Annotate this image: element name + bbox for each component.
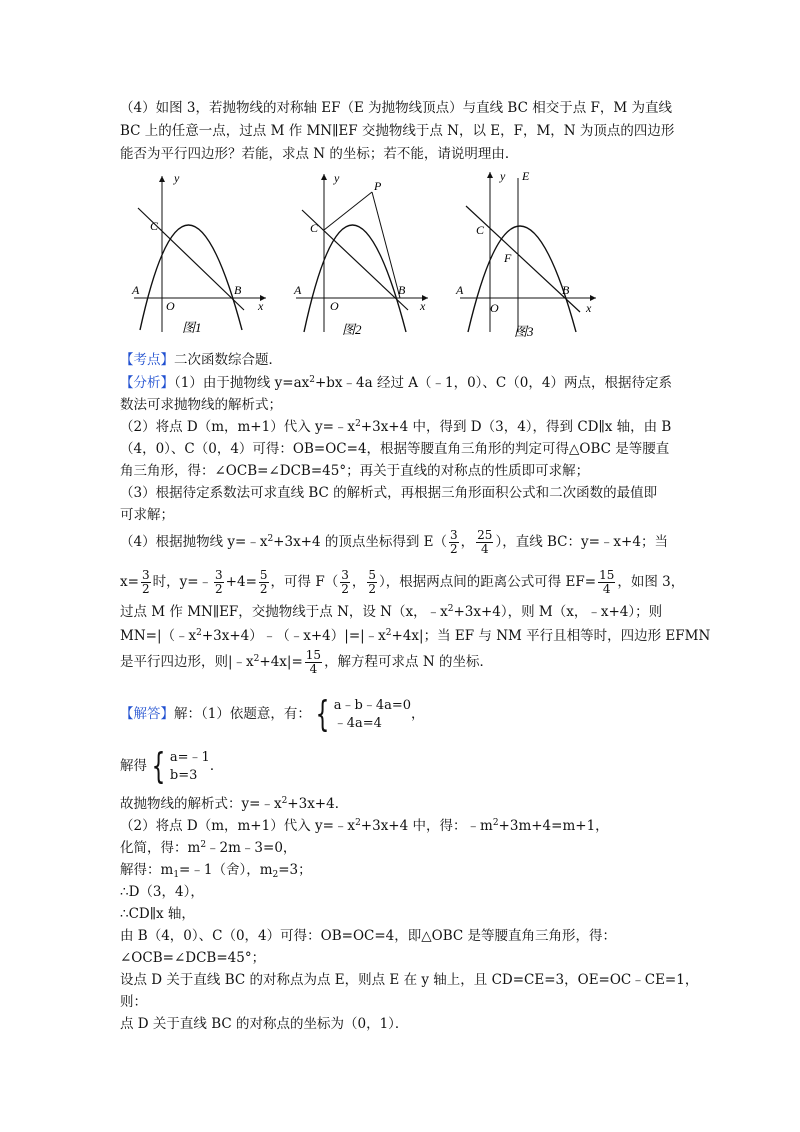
label-y: y [174,171,180,185]
fenxi-text: ，解方程可求点 N 的坐标． [324,654,493,670]
solution-brace: { [151,745,166,787]
fenxi-text: +3x+4）﹣（﹣x+4）|=|﹣x [201,628,386,644]
fraction-3-2: $\frac{3}{2}$ [141,568,150,596]
label-b: B [562,283,570,297]
fenxi-line-2: 数法可求抛物线的解析式； [120,397,282,413]
fraction-5-2: $\frac{5}{2}$ [368,568,376,596]
fraction-15-4: $\frac{15}{4}$ [305,648,322,676]
fenxi-line-8 [120,528,668,556]
jieda-line-11: 设点 D 关于直线 BC 的对称点为点 E，则点 E 在 y 轴上，且 CD=CE=3，OE=OC﹣CE=1， [120,972,699,988]
fenxi-text: （2）将点 D（m，m+1）代入 y=﹣x [120,419,356,435]
label-b: B [234,283,242,297]
jieda-line-13: 点 D 关于直线 BC 的对称点的坐标为（0，1）． [120,1016,409,1032]
parabola [140,225,242,330]
segment-pb [372,192,400,298]
subscript: 1 [173,870,180,880]
label-o: O [330,299,339,313]
kaodian-line [120,350,282,370]
figure-3-caption: 图3 [514,324,534,339]
jieda-text: ． [209,758,224,774]
jieda-line-10: ∠OCB=∠DCB=45°； [120,950,266,966]
label-a: A [132,283,140,297]
label-b: B [398,283,406,297]
jieda-tag: 【解答】 [120,706,174,722]
system-brace: { [315,693,330,735]
jieda-text: +3x+4 中，得：﹣m [360,818,493,834]
jieda-line-7: ∴D（3，4）， [120,884,204,900]
fenxi-text: +4= [225,574,257,590]
fenxi-text: 时，y=﹣ [152,574,213,590]
fenxi-text: +3x+4 的顶点坐标得到 E（ [273,534,448,550]
fenxi-text: 过点 M 作 MN∥EF，交抛物线于点 N，设 N（x，﹣x [120,604,448,620]
fenxi-line-11 [120,626,710,646]
fenxi-text: ），根据两点间的距离公式可得 EF= [378,574,597,590]
figure-1-caption: 图1 [182,320,202,335]
fenxi-line-4: （4，0）、C（0，4）可得：OB=OC=4，根据等腰直角三角形的判定可得△OBC 是等腰直 [120,441,670,457]
problem-line-1: （4）如图 3，若抛物线的对称轴 EF（E 为抛物线顶点）与直线 BC 相交于点 F，M 为直线 [120,100,672,116]
label-c: C [150,219,159,233]
label-o: O [490,301,499,315]
figure-3-graph [452,166,602,340]
subscript: 2 [272,870,279,880]
fenxi-text: ， [460,534,475,550]
label-p: P [374,179,382,193]
jieda-line-1 [120,694,425,734]
label-a: A [456,283,464,297]
superscript: 2 [267,534,274,544]
fenxi-line-12 [120,648,493,676]
fenxi-text: （4）根据抛物线 y=﹣x [120,534,268,550]
y-axis-arrow [487,172,493,178]
figure-1-graph [126,170,274,338]
superscript: 2 [355,419,361,429]
superscript: 2 [492,818,499,828]
segment-cp [324,192,372,230]
fenxi-text: +3x+4 中，得到 D（3，4），得到 CD∥x 轴，由 B [360,419,672,435]
kaodian-text: 二次函数综合题． [174,352,282,368]
jieda-line-12: 则： [120,994,147,1010]
superscript: 2 [196,628,202,638]
parabola [468,226,576,332]
label-e: E [522,169,530,183]
jieda-line-4 [120,816,609,836]
fenxi-text: ， [351,574,366,590]
fraction-3-2: $\frac{3}{2}$ [341,568,349,596]
fraction-15-4: $\frac{15}{4}$ [599,568,615,596]
fenxi-text: MN=|（﹣x [120,628,197,644]
jieda-text: 故抛物线的解析式：y=﹣x [120,796,282,812]
fenxi-text: +4x|= [259,654,303,670]
jieda-text: =3； [278,862,312,878]
equation-system: a﹣b﹣4a=0 ﹣4a=4 [333,697,412,731]
superscript: 2 [309,375,315,385]
fraction-3-2: $\frac{3}{2}$ [215,568,223,596]
jieda-text: 化简，得：m [120,840,201,856]
jieda-text: +3x+4． [287,796,349,812]
fenxi-text: +bx﹣4a 经过 A（﹣1，0）、C（0，4）两点，根据待定系 [314,375,672,391]
fenxi-text: ，可得 F（ [270,574,339,590]
jieda-text: 解：（1）依题意，有： [174,706,311,722]
jieda-line-8: ∴CD∥x 轴， [120,906,195,922]
jieda-line-3 [120,794,348,814]
y-axis-arrow [321,174,327,180]
superscript: 2 [200,840,207,850]
parabola [304,225,406,332]
label-x: x [258,299,264,313]
fenxi-text: +3x+4），则 M（x，﹣x+4）；则 [453,604,663,620]
superscript: 2 [385,628,392,638]
label-c: C [310,221,319,235]
superscript: 2 [447,604,454,614]
jieda-line-2 [120,746,223,786]
fraction-5-2: $\frac{5}{2}$ [259,568,268,596]
superscript: 2 [281,796,288,806]
jieda-text: 解得：m [120,862,174,878]
fenxi-tag: 【分析】 [120,375,174,391]
label-c: C [476,223,485,237]
jieda-text: ﹣2m﹣3=0， [206,840,297,856]
fenxi-line-10 [120,602,662,622]
fenxi-line-7: 可求解； [120,507,174,523]
label-a: A [294,283,302,297]
fenxi-text: 是平行四边形，则|﹣x [120,654,254,670]
label-f: F [504,251,512,265]
fenxi-text: ），直线 BC：y=﹣x+4；当 [495,534,668,550]
jieda-text: （2）将点 D（m，m+1）代入 y=﹣x [120,818,356,834]
fenxi-line-5: 角三角形，得：∠OCB=∠DCB=45°；再关于直线的对称点的性质即可求解； [120,463,590,479]
jieda-text: 解得 [120,758,147,774]
jieda-text: ， [411,706,425,722]
fenxi-line-9 [120,568,684,596]
figure-2-graph [288,170,436,338]
figure-2-caption: 图2 [342,322,362,337]
jieda-line-5 [120,838,296,858]
fenxi-text: +4x|；当 EF 与 NM 平行且相等时，四边形 EFMN [391,628,711,644]
kaodian-tag: 【考点】 [120,352,174,368]
problem-line-2: BC 上的任意一点，过点 M 作 MN∥EF 交抛物线于点 N，以 E，F，M，N 为顶点的四边形 [120,123,675,139]
label-y: y [334,171,340,185]
fraction-25-4: $\frac{25}{4}$ [477,528,493,556]
jieda-text: =﹣1（舍），m [179,862,273,878]
y-axis-arrow [159,176,165,182]
label-x: x [586,301,592,315]
fenxi-text: x= [120,574,139,590]
label-x: x [420,299,426,313]
fenxi-line-1 [120,373,672,393]
superscript: 2 [253,654,260,664]
superscript: 2 [355,818,361,828]
jieda-line-6 [120,860,312,880]
fraction-3-2: $\frac{3}{2}$ [450,528,458,556]
solution-system: a=﹣1 b=3 [169,749,210,783]
fenxi-line-6: （3）根据待定系数法可求直线 BC 的解析式，再根据三角形面积公式和二次函数的最值即 [120,485,658,501]
problem-line-3: 能否为平行四边形？若能，求点 N 的坐标；若不能，请说明理由． [120,146,519,162]
jieda-line-9: 由 B（4，0）、C（0，4）可得：OB=OC=4，即△OBC 是等腰直角三角形，得： [120,928,616,944]
fenxi-text: ，如图 3， [617,574,685,590]
label-y: y [500,169,506,183]
jieda-text: +3m+4=m+1， [498,818,609,834]
label-o: O [166,299,175,313]
fenxi-line-3 [120,417,671,437]
fenxi-text: （1）由于抛物线 y=ax [174,375,310,391]
